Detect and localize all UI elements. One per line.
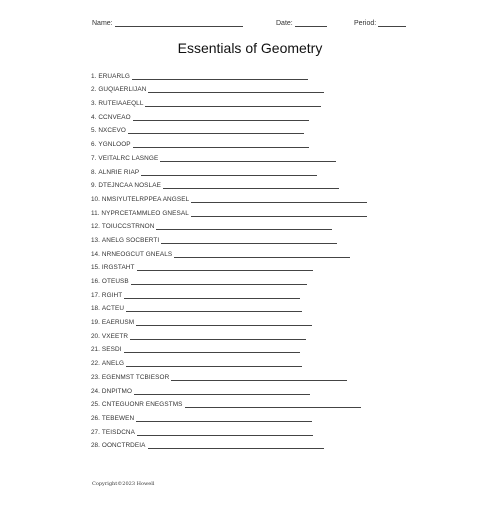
name-blank-line xyxy=(115,18,243,27)
answer-blank-line xyxy=(131,278,307,285)
list-item xyxy=(91,367,391,381)
scrambled-word: CNTEGUONR ENEGSTMS xyxy=(101,401,183,409)
item-number: 18. xyxy=(91,305,100,313)
answer-blank-line xyxy=(124,292,300,299)
item-number: 21. xyxy=(91,346,100,354)
list-item xyxy=(91,107,391,121)
item-number: 7. xyxy=(91,154,97,162)
answer-blank-line xyxy=(133,114,309,121)
copyright-notice: Copyright©2023 Howell xyxy=(92,481,155,487)
list-item xyxy=(91,395,391,409)
answer-blank-line xyxy=(137,264,313,271)
answer-blank-line xyxy=(132,73,308,80)
answer-blank-line xyxy=(126,305,302,312)
list-item xyxy=(91,326,391,340)
scrambled-word: TOIUCCSTRNON xyxy=(101,223,155,231)
item-number: 3. xyxy=(91,100,97,108)
answer-blank-line xyxy=(185,401,361,408)
scrambled-word: ACTEU xyxy=(101,305,125,313)
answer-blank-line xyxy=(126,360,302,367)
scrambled-word: DTEJNCAA NOSLAE xyxy=(98,182,161,190)
answer-blank-line xyxy=(163,182,339,189)
item-number: 13. xyxy=(91,236,100,244)
list-item xyxy=(91,93,391,107)
scrambled-word: TEISDCNA xyxy=(101,428,136,436)
item-number: 22. xyxy=(91,360,100,368)
list-item xyxy=(91,66,391,80)
answer-blank-line xyxy=(128,127,304,134)
item-number: 10. xyxy=(91,195,100,203)
item-number: 1. xyxy=(91,72,97,80)
list-item xyxy=(91,353,391,367)
item-number: 26. xyxy=(91,414,100,422)
answer-blank-line xyxy=(191,196,367,203)
scrambled-word: RGIHT xyxy=(101,291,123,299)
period-blank-line xyxy=(378,18,406,27)
scrambled-word: ALNRIE RIAP xyxy=(98,168,140,176)
answer-blank-line xyxy=(148,86,324,93)
item-number: 24. xyxy=(91,387,100,395)
item-number: 15. xyxy=(91,264,100,272)
list-item xyxy=(91,381,391,395)
item-number: 16. xyxy=(91,278,100,285)
scrambled-word: CCNVEAO xyxy=(98,113,131,121)
answer-blank-line xyxy=(145,100,321,107)
scrambled-word: OONCTRDEIA xyxy=(101,442,146,450)
answer-blank-line xyxy=(136,415,312,422)
list-item xyxy=(91,176,391,190)
answer-blank-line xyxy=(174,251,350,258)
item-number: 12. xyxy=(91,223,100,231)
scrambled-word: VEITALRC LASNGE xyxy=(98,154,159,162)
list-item xyxy=(91,203,391,217)
item-number: 9. xyxy=(91,182,97,190)
answer-blank-line xyxy=(130,333,306,340)
scrambled-word: NXCEVO xyxy=(98,127,126,135)
worksheet-title: Essentials of Geometry xyxy=(177,40,323,56)
item-number: 20. xyxy=(91,332,100,340)
answer-blank-line xyxy=(156,223,332,230)
item-number: 5. xyxy=(91,127,97,135)
list-item xyxy=(91,312,391,326)
item-number: 19. xyxy=(91,319,100,327)
list-item xyxy=(91,299,391,313)
list-item xyxy=(91,134,391,148)
list-item xyxy=(91,258,391,272)
date-label: Date: xyxy=(276,20,293,27)
list-item xyxy=(91,121,391,135)
item-number: 8. xyxy=(91,168,97,176)
date-blank-line xyxy=(295,18,327,27)
answer-blank-line xyxy=(171,374,347,381)
scrambled-word: VXEETR xyxy=(101,332,129,340)
scrambled-word: GUQIAERLIJAN xyxy=(98,86,147,94)
list-item xyxy=(91,340,391,354)
answer-blank-line xyxy=(136,319,312,326)
answer-blank-line xyxy=(134,388,310,395)
scrambled-word: ERUARLG xyxy=(98,72,130,80)
date-field xyxy=(276,18,327,27)
scrambled-word: ANELG xyxy=(101,360,125,368)
list-item xyxy=(91,230,391,244)
scramble-list xyxy=(91,66,391,449)
item-number: 25. xyxy=(91,401,100,409)
list-item xyxy=(91,162,391,176)
scrambled-word: DNPITMO xyxy=(101,387,133,395)
item-number: 17. xyxy=(91,291,100,299)
list-item xyxy=(91,271,391,285)
item-number: 28. xyxy=(91,442,100,450)
scrambled-word: SESDI xyxy=(101,346,122,354)
answer-blank-line xyxy=(161,237,337,244)
scrambled-word: ANELG SOCBERTI xyxy=(101,236,160,244)
scrambled-word: RUTEIAAEQLL xyxy=(98,100,144,108)
period-label: Period: xyxy=(354,20,377,27)
list-item xyxy=(91,422,391,436)
answer-blank-line xyxy=(141,169,317,176)
list-item xyxy=(91,80,391,94)
scrambled-word: EGENMST TCBIESOR xyxy=(101,373,170,381)
scrambled-word: YGNLOOP xyxy=(98,141,131,149)
list-item xyxy=(91,148,391,162)
header-row xyxy=(0,18,500,32)
item-number: 14. xyxy=(91,250,100,258)
scrambled-word: NRNEOGCUT GNEALS xyxy=(101,250,173,258)
scrambled-word: TEBEWEN xyxy=(101,414,135,422)
name-field xyxy=(92,18,243,27)
item-number: 2. xyxy=(91,86,97,94)
period-field xyxy=(354,18,406,27)
answer-blank-line xyxy=(160,155,336,162)
item-number: 11. xyxy=(91,209,100,217)
answer-blank-line xyxy=(137,429,313,436)
scrambled-word: NYPRCETAMMLEO GNESAL xyxy=(101,209,189,217)
list-item xyxy=(91,244,391,258)
item-number: 4. xyxy=(91,113,97,121)
list-item xyxy=(91,217,391,231)
name-label: Name: xyxy=(92,20,113,27)
scrambled-word: OTEUSB xyxy=(101,278,129,285)
list-item xyxy=(91,436,391,450)
scrambled-word: EAERUSM xyxy=(101,319,135,327)
item-number: 23. xyxy=(91,373,100,381)
list-item xyxy=(91,189,391,203)
item-number: 6. xyxy=(91,141,97,149)
scrambled-word: NMSIYUTELRPPEA ANGSEL xyxy=(101,195,190,203)
list-item xyxy=(91,408,391,422)
answer-blank-line xyxy=(148,442,324,449)
answer-blank-line xyxy=(124,346,300,353)
answer-blank-line xyxy=(191,210,367,217)
scrambled-word: IRGSTAHT xyxy=(101,264,135,272)
answer-blank-line xyxy=(133,141,309,148)
list-item xyxy=(91,285,391,299)
item-number: 27. xyxy=(91,428,100,436)
